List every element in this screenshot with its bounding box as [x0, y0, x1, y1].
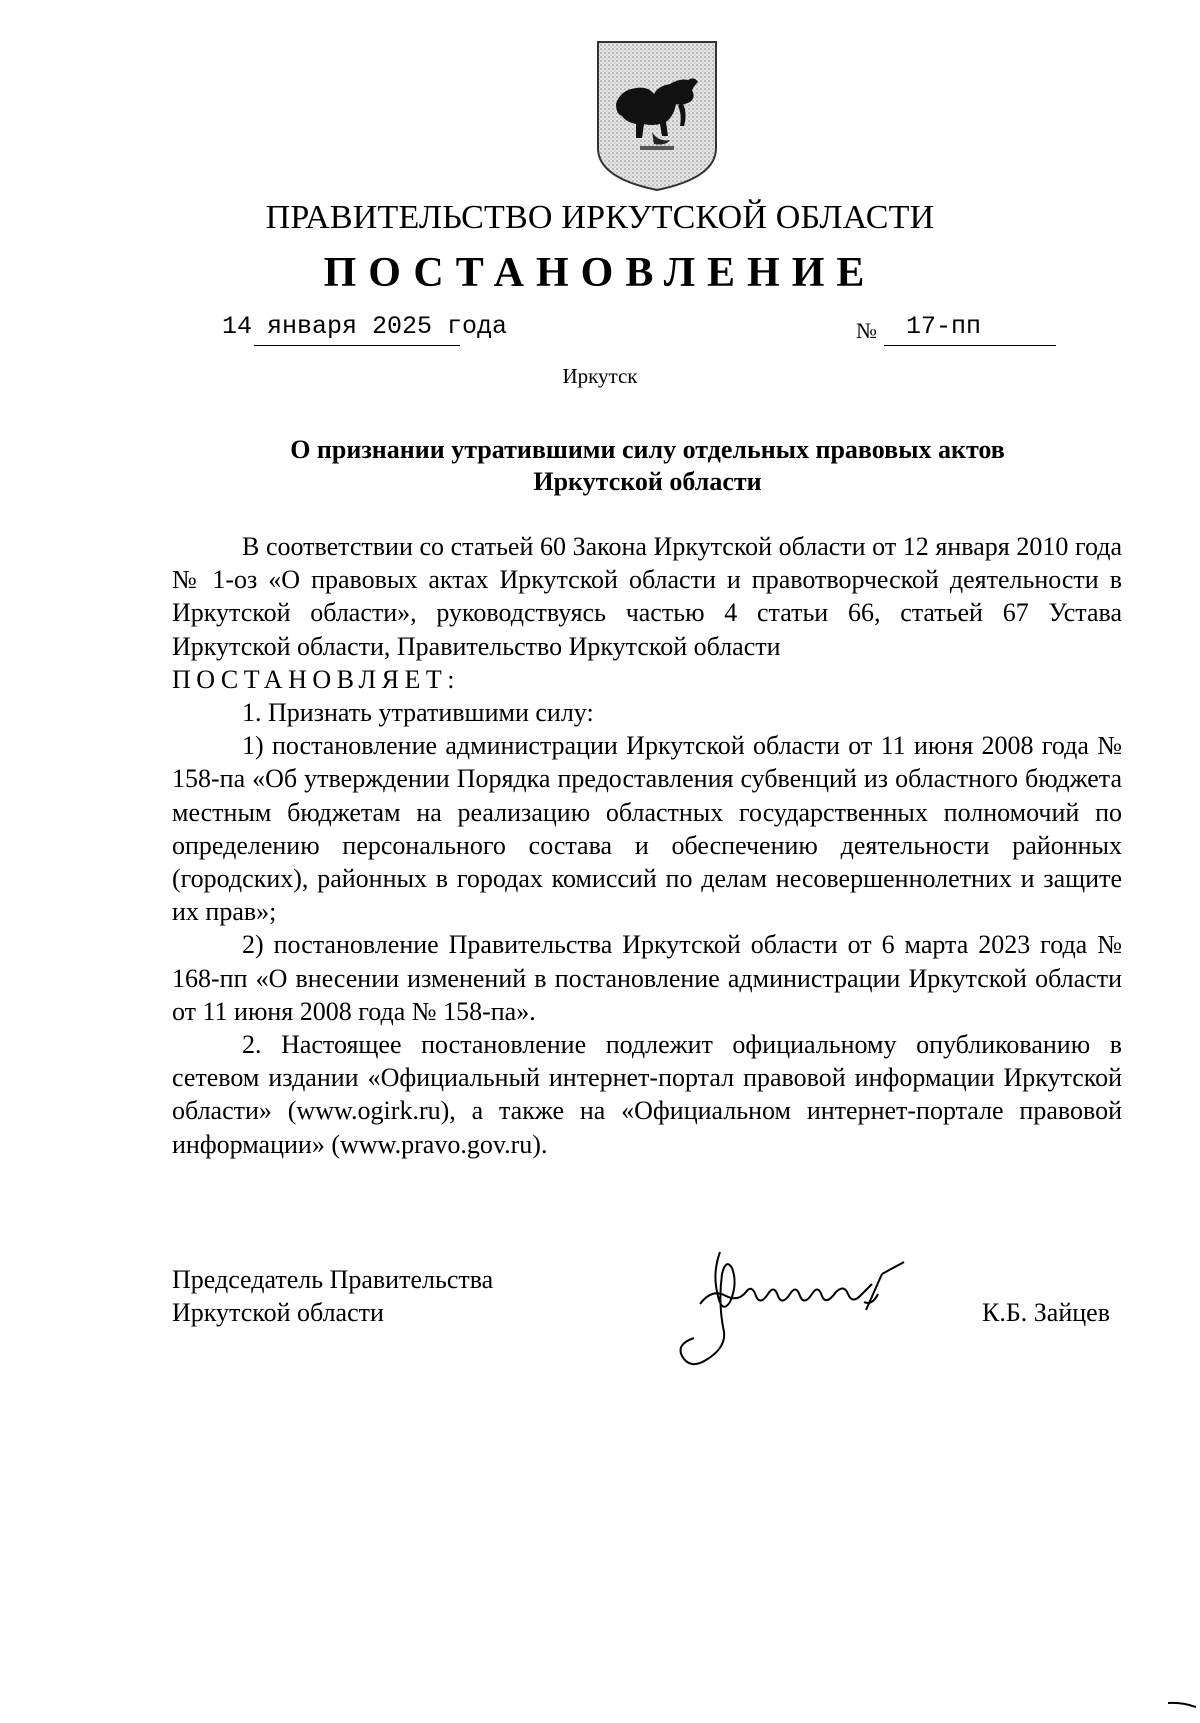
item-1-2-paragraph: 2) постановление Правительства Иркутской области от 6 марта 2023 года № 168-пп «О внесении изменений в постановление администрации Иркутской области от 11 июня 2008 года № 158-па».	[172, 930, 1122, 1026]
signer-position	[172, 1263, 493, 1329]
government-name: ПРАВИТЕЛЬСТВО ИРКУТСКОЙ ОБЛАСТИ	[265, 199, 935, 236]
decree-word: ПОСТАНОВЛЯЕТ:	[172, 664, 460, 694]
item-1-1-paragraph: 1) постановление администрации Иркутской области от 11 июня 2008 года № 158-па «Об утверждении Порядка предоставления субвенций из областного бюджета местным бюджетам на реализацию областных государственных полномочий по определению персонального состава и обеспечению деятельности районных (городских), районных в городах комиссий по делам несовершеннолетних и защите их прав»;	[172, 731, 1122, 927]
item-2-paragraph: 2. Настоящее постановление подлежит официальному опубликованию в сетевом издании «Официальный интернет-портал правовой информации Иркутской области» (www.ogirk.ru), а также на «Официальном интернет-портале правовой информации» (www.pravo.gov.ru).	[172, 1030, 1122, 1159]
date-underline	[254, 345, 460, 346]
document-date: 14 января 2025 года	[222, 312, 508, 341]
item-1-paragraph: 1. Признать утратившими силу:	[242, 698, 594, 728]
signer-name: К.Б. Зайцев	[982, 1298, 1110, 1327]
document-type-title: ПОСТАНОВЛЕНИЕ	[323, 250, 877, 296]
number-underline	[884, 345, 1056, 346]
subject-line-2: Иркутской области	[533, 467, 762, 496]
signer-position-line-1: Председатель Правительства	[172, 1265, 494, 1294]
signer-position-line-2: Иркутской области	[172, 1298, 384, 1327]
number-sign: №	[856, 318, 877, 343]
handwritten-signature	[660, 1244, 932, 1378]
subject-line-1: О признании утратившими силу отдельных правовых актов	[290, 435, 1005, 464]
document-city: Иркутск	[562, 364, 638, 388]
preamble-paragraph: В соответствии со статьей 60 Закона Иркутской области от 12 января 2010 года № 1-оз «О правовых актах Иркутской области и правотворческой деятельности в Иркутской области», руководствуясь частью 4 статьи 66, статьей 67 Устава Иркутской области, Правительство Иркутской области	[172, 532, 1122, 661]
coat-of-arms-icon	[596, 40, 718, 192]
document-body	[172, 530, 1122, 1161]
document-number: 17-пп	[906, 312, 982, 341]
scan-artifact-mark	[1168, 1700, 1196, 1708]
document-subject	[170, 434, 1125, 498]
